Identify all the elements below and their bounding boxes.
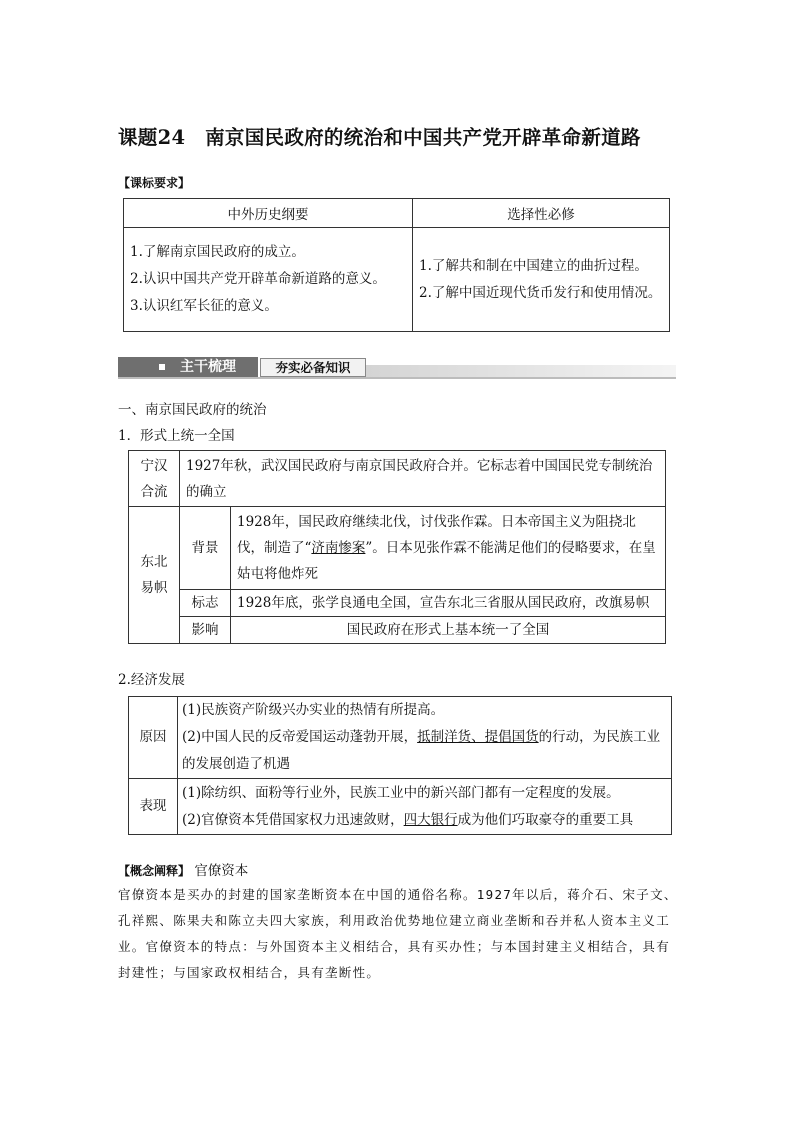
text-line: (1)民族资产阶级兴办实业的热情有所提高。 — [182, 702, 445, 718]
text-part: ”。日本见张作霖不能满足他们的侵略要求，在皇姑屯将他炸死 — [237, 540, 656, 582]
row-label: 宁汉合流 — [129, 451, 180, 507]
banner-bar — [118, 357, 258, 377]
text-part: (2)官僚资本凭借国家权力迅速敛财， — [182, 811, 404, 828]
subheading-1: 1．形式上统一全国 — [118, 428, 235, 444]
text-line — [182, 807, 667, 834]
requirements-table — [123, 198, 670, 332]
text-line — [182, 724, 667, 778]
concept-heading — [118, 859, 248, 879]
square-bullet-icon — [159, 364, 165, 370]
col1-item: 2.认识中国共产党开辟革命新道路的意义。 — [130, 271, 386, 287]
row-text: 国民政府在形式上基本统一了全国 — [231, 617, 666, 644]
subheading-2: 2.经济发展 — [118, 672, 185, 688]
col1-item: 1.了解南京国民政府的成立。 — [130, 244, 305, 260]
banner-main-text: 主干梳理 — [180, 359, 236, 375]
text-line: (1)除纺织、面粉等行业外，民族工业中的新兴部门都有一定程度的发展。 — [182, 784, 620, 801]
row-text: 1928年底，张学良通电全国，宣告东北三省服从国民政府，改旗易帜 — [231, 590, 666, 617]
col1-item: 3.认识红军长征的意义。 — [130, 298, 278, 314]
underlined-term: 四大银行 — [403, 811, 458, 828]
banner-tag: 夯实必备知识 — [260, 358, 366, 377]
banner-fade-bar — [366, 365, 676, 377]
underlined-term: 济南惨案 — [311, 540, 366, 556]
sub-label: 标志 — [180, 590, 231, 617]
banner-underline — [118, 377, 676, 379]
text-part: 成为他们巧取豪夺的重要工具 — [457, 811, 634, 828]
requirements-label: 【课标要求】 — [118, 176, 191, 190]
concept-term: 官僚资本 — [194, 863, 249, 879]
col2-item: 2.了解中国近现代货币发行和使用情况。 — [419, 284, 662, 301]
row-text: 1927年秋，武汉国民政府与南京国民政府合并。它标志着中国国民党专制统治的确立 — [180, 451, 666, 507]
row-label: 表现 — [129, 779, 178, 835]
col2-item: 1.了解共和制在中国建立的曲折过程。 — [419, 257, 648, 274]
row-text — [178, 779, 672, 835]
section-banner — [118, 357, 674, 379]
sub-label: 影响 — [180, 617, 231, 644]
row-text — [178, 697, 672, 779]
row-label: 东北易帜 — [129, 507, 180, 644]
col1-header: 中外历史纲要 — [124, 199, 413, 228]
concept-body: 官僚资本是买办的封建的国家垄断资本在中国的通俗名称。1927年以后，蒋介石、宋子文、孔祥熙、陈果夫和陈立夫四大家族，利用政治优势地位建立商业垄断和吞并私人资本主义工业。官僚资本的特点：与外国资本主义相结合，具有买办性；与本国封建主义相结合，具有封建性；与国家政权相结合，具有垄断性。 — [118, 887, 678, 980]
economy-table — [128, 696, 672, 835]
text-part: 1928年，国民政府继续北伐，讨伐张作霖。日本帝国主义为阻挠北伐，制造了“ — [237, 514, 636, 556]
row-label: 原因 — [129, 697, 178, 779]
text-part: 的行动，为民族工业的发展创造了机遇 — [182, 729, 661, 772]
text-part: (2)中国人民的反帝爱国运动蓬勃开展， — [182, 729, 418, 745]
section1-heading: 一、南京国民政府的统治 — [118, 402, 267, 418]
row-text — [231, 507, 666, 590]
col2-header: 选择性必修 — [413, 199, 670, 228]
page-title: 课题24 南京国民政府的统治和中国共产党开辟革命新道路 — [118, 126, 641, 149]
col2-cell — [413, 228, 670, 332]
unification-table — [128, 450, 666, 644]
underlined-term: 抵制洋货、提倡国货 — [417, 729, 539, 745]
col1-cell — [124, 228, 413, 332]
concept-label: 【概念阐释】 — [118, 864, 191, 878]
sub-label: 背景 — [180, 507, 231, 590]
